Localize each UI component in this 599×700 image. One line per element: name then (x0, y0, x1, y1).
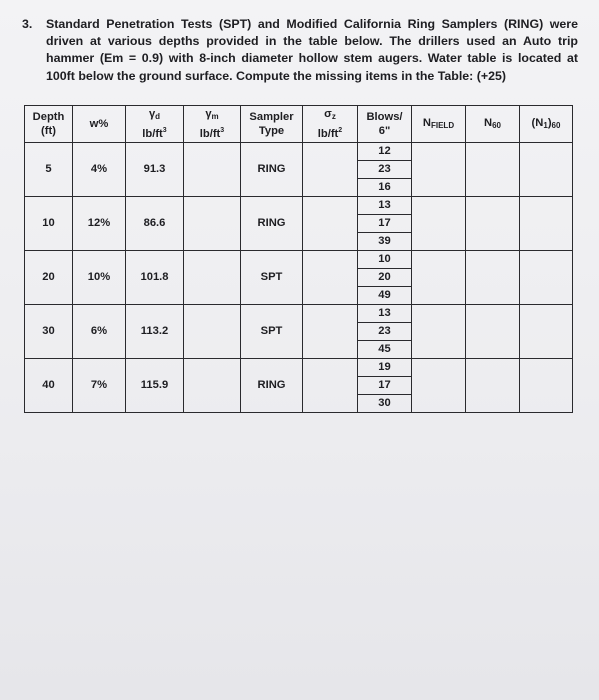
cell-n60 (466, 359, 520, 413)
cell-n-field (412, 305, 466, 359)
cell-gamma-d: 115.9 (126, 359, 184, 413)
cell-sigma-z (303, 359, 358, 413)
cell-sampler: RING (241, 143, 303, 197)
cell-blows: 23 (358, 323, 412, 341)
cell-sigma-z (303, 305, 358, 359)
cell-w: 6% (73, 305, 126, 359)
cell-gamma-d: 91.3 (126, 143, 184, 197)
cell-w: 4% (73, 143, 126, 197)
cell-n60 (466, 143, 520, 197)
cell-depth: 20 (25, 251, 73, 305)
table-row (25, 251, 573, 269)
header-dry-unit-weight: $\gamma_d$ $lb/ft^3$ (126, 106, 184, 143)
header-vertical-stress: $\sigma_z$ $lb/ft^2$ (303, 106, 358, 143)
cell-n1-60 (520, 143, 573, 197)
cell-blows: 13 (358, 197, 412, 215)
cell-gamma-m (184, 359, 241, 413)
cell-blows: 23 (358, 161, 412, 179)
cell-n-field (412, 251, 466, 305)
cell-sampler: RING (241, 359, 303, 413)
cell-w: 7% (73, 359, 126, 413)
cell-n1-60 (520, 305, 573, 359)
cell-gamma-m (184, 305, 241, 359)
header-water-content: w% (73, 106, 126, 143)
cell-sampler: RING (241, 197, 303, 251)
cell-depth: 5 (25, 143, 73, 197)
cell-n-field (412, 143, 466, 197)
header-moist-unit-weight: $\gamma_m$ $lb/ft^3$ (184, 106, 241, 143)
cell-n1-60 (520, 359, 573, 413)
cell-blows: 19 (358, 359, 412, 377)
cell-blows: 45 (358, 341, 412, 359)
cell-sampler: SPT (241, 251, 303, 305)
table-row (25, 197, 573, 215)
cell-n-field (412, 197, 466, 251)
question-block (22, 16, 578, 85)
cell-gamma-m (184, 197, 241, 251)
cell-depth: 40 (25, 359, 73, 413)
cell-depth: 10 (25, 197, 73, 251)
cell-blows: 49 (358, 287, 412, 305)
cell-blows: 20 (358, 269, 412, 287)
cell-depth: 30 (25, 305, 73, 359)
question-number: 3. (22, 17, 33, 31)
header-n-field: $N_{FIELD}$ (412, 106, 466, 143)
cell-gamma-d: 113.2 (126, 305, 184, 359)
cell-n-field (412, 359, 466, 413)
question-text: Standard Penetration Tests (SPT) and Modified California Ring Samplers (RING) were driven at various depths provided in the table below. The drillers used an Auto trip hammer (Em = 0.9) with 8-inch diameter hollow stem augers. Water table is located at 100ft below the ground surface. Compute the missing items in the Table: (+25) (46, 17, 578, 83)
cell-n1-60 (520, 197, 573, 251)
table-row (25, 359, 573, 377)
header-sampler-type: Sampler Type (241, 106, 303, 143)
header-depth: Depth (ft) (25, 106, 73, 143)
cell-blows: 10 (358, 251, 412, 269)
cell-sampler: SPT (241, 305, 303, 359)
cell-n60 (466, 305, 520, 359)
cell-blows: 17 (358, 377, 412, 395)
spt-data-table (24, 105, 573, 413)
cell-n1-60 (520, 251, 573, 305)
cell-blows: 12 (358, 143, 412, 161)
header-n60: $N_{60}$ (466, 106, 520, 143)
cell-n60 (466, 197, 520, 251)
cell-blows: 30 (358, 395, 412, 413)
cell-n60 (466, 251, 520, 305)
header-blows: Blows/ 6" (358, 106, 412, 143)
cell-w: 10% (73, 251, 126, 305)
cell-sigma-z (303, 251, 358, 305)
cell-gamma-m (184, 251, 241, 305)
cell-blows: 17 (358, 215, 412, 233)
cell-gamma-d: 101.8 (126, 251, 184, 305)
table-row (25, 305, 573, 323)
cell-blows: 16 (358, 179, 412, 197)
table-row (25, 143, 573, 161)
cell-blows: 39 (358, 233, 412, 251)
cell-blows: 13 (358, 305, 412, 323)
cell-sigma-z (303, 143, 358, 197)
cell-gamma-m (184, 143, 241, 197)
table-header-row (25, 106, 573, 143)
cell-w: 12% (73, 197, 126, 251)
cell-gamma-d: 86.6 (126, 197, 184, 251)
header-n1-60: $(N_1)_{60}$ (520, 106, 573, 143)
cell-sigma-z (303, 197, 358, 251)
